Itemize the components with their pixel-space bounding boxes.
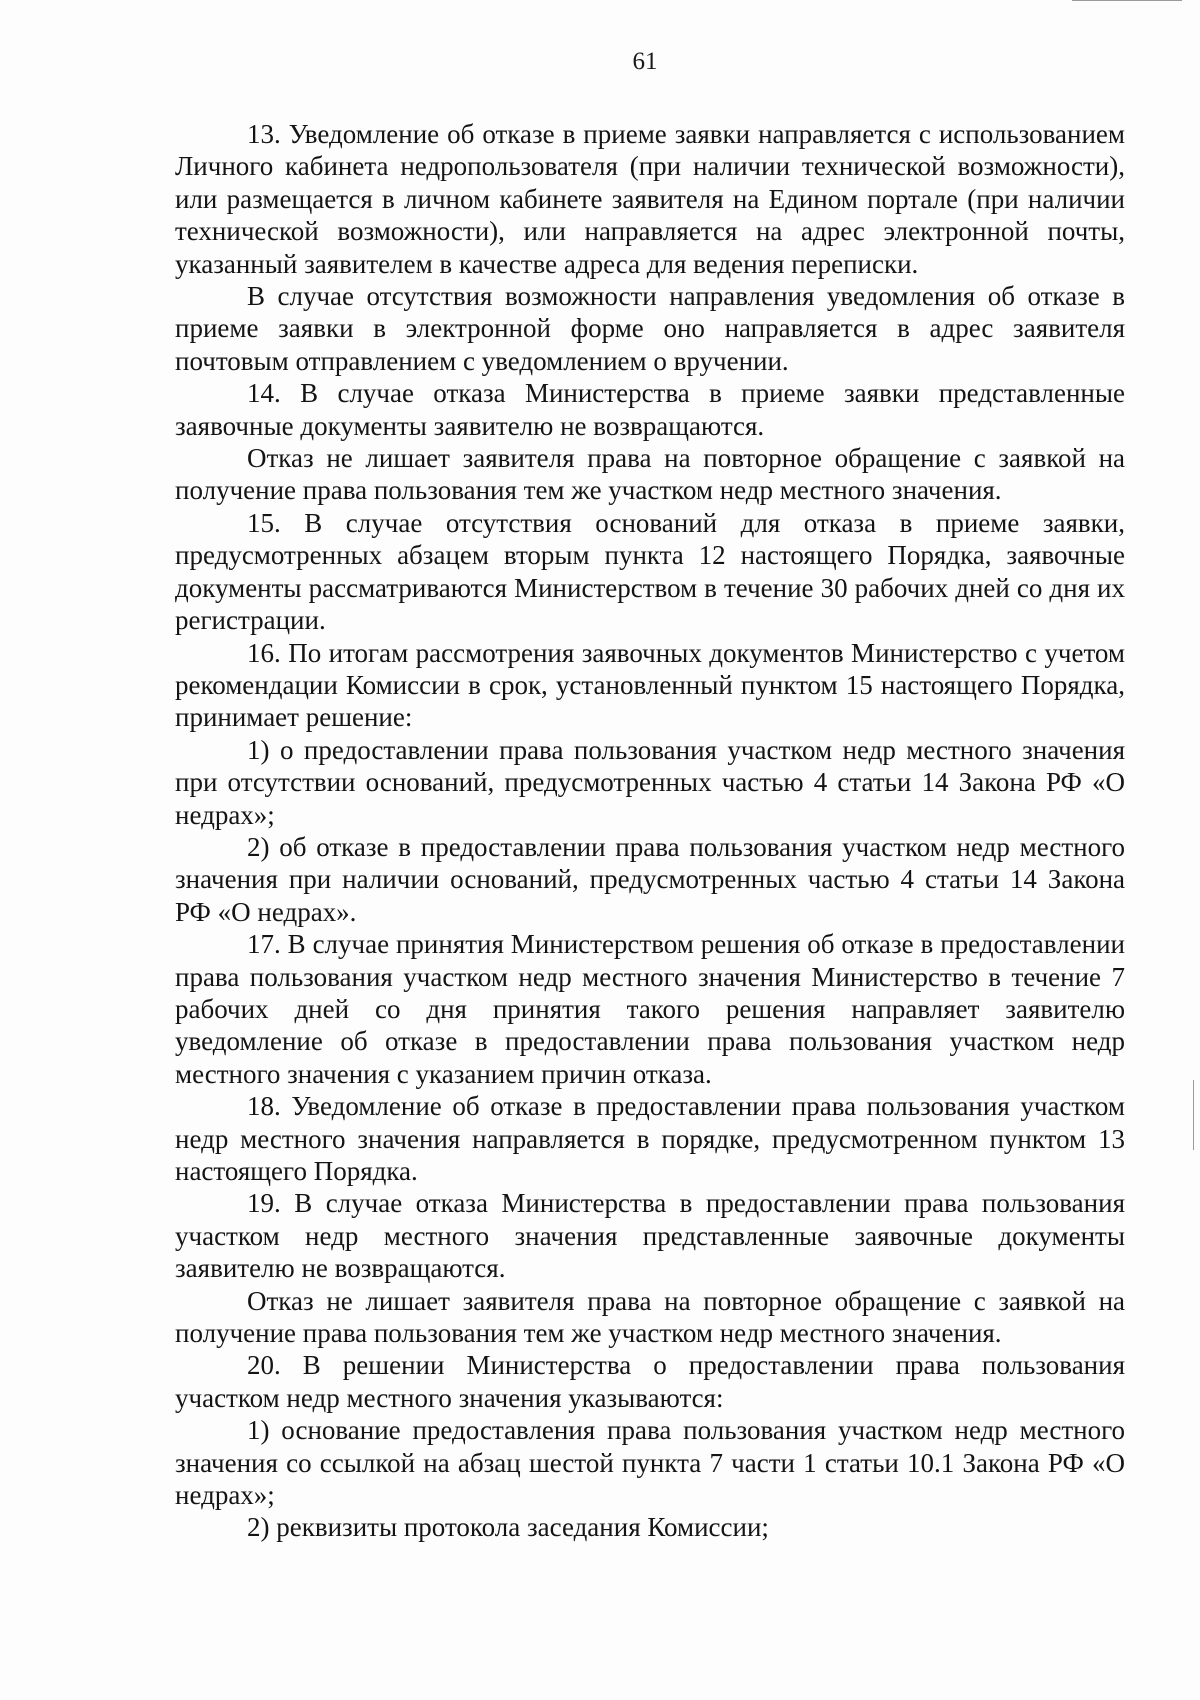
paragraph-14-continued: Отказ не лишает заявителя права на повторное обращение с заявкой на получение права пользования тем же участком недр местного значения. bbox=[175, 443, 1125, 506]
paragraph-16-item-2: 2) об отказе в предоставлении права пользования участком недр местного значения при наличии оснований, предусмотренных частью 4 статьи 14 Закона РФ «О недрах». bbox=[175, 831, 1125, 927]
paragraph-20: 20. В решении Министерства о предоставлении права пользования участком недр местного значения указываются: bbox=[175, 1350, 1125, 1413]
paragraph-16: 16. По итогам рассмотрения заявочных документов Министерство с учетом рекомендации Комиссии в срок, установленный пунктом 15 настоящего Порядка, принимает решение: bbox=[175, 637, 1125, 733]
scan-edge-mark-right bbox=[1193, 1080, 1194, 1150]
paragraph-15: 15. В случае отсутствия оснований для отказа в приеме заявки, предусмотренных абзацем вторым пункта 12 настоящего Порядка, заявочные документы рассматриваются Министерством в течение 30 рабочих дней со дня их регистрации. bbox=[175, 507, 1125, 636]
paragraph-13: 13. Уведомление об отказе в приеме заявки направляется с использованием Личного кабинета недропользователя (при наличии технической возможности), или размещается в личном кабинете заявителя на Едином портале (при наличии технической возможности), или направляется на адрес электронной почты, указанный заявителем в качестве адреса для ведения переписки. bbox=[175, 119, 1125, 279]
document-body bbox=[175, 118, 1125, 1544]
paragraph-18: 18. Уведомление об отказе в предоставлении права пользования участком недр местного значения направляется в порядке, предусмотренном пунктом 13 настоящего Порядка. bbox=[175, 1091, 1125, 1186]
paragraph-20-item-1: 1) основание предоставления права пользования участком недр местного значения со ссылкой на абзац шестой пункта 7 части 1 статьи 10.1 Закона РФ «О недрах»; bbox=[175, 1415, 1125, 1511]
scan-edge-mark-top bbox=[1072, 0, 1182, 1]
paragraph-13-continued: В случае отсутствия возможности направления уведомления об отказе в приеме заявки в электронной форме оно направляется в адрес заявителя почтовым отправлением с уведомлением о вручении. bbox=[175, 281, 1125, 376]
paragraph-14: 14. В случае отказа Министерства в приеме заявки представленные заявочные документы заявителю не возвращаются. bbox=[175, 378, 1125, 441]
paragraph-20-item-2: 2) реквизиты протокола заседания Комиссии; bbox=[247, 1512, 769, 1543]
paragraph-16-item-1: 1) о предоставлении права пользования участком недр местного значения при отсутствии оснований, предусмотренных частью 4 статьи 14 Закона РФ «О недрах»; bbox=[175, 734, 1125, 830]
page-number: 61 bbox=[632, 48, 658, 75]
paragraph-19-continued: Отказ не лишает заявителя права на повторное обращение с заявкой на получение права пользования тем же участком недр местного значения. bbox=[175, 1285, 1125, 1349]
paragraph-17: 17. В случае принятия Министерством решения об отказе в предоставлении права пользования участком недр местного значения Министерство в течение 7 рабочих дней со дня принятия такого решения направляет заявителю уведомление об отказе в предоставлении права пользования участком недр местного значения с указанием причин отказа. bbox=[175, 929, 1125, 1089]
paragraph-19: 19. В случае отказа Министерства в предоставлении права пользования участком недр местного значения представленные заявочные документы заявителю не возвращаются. bbox=[175, 1188, 1125, 1284]
